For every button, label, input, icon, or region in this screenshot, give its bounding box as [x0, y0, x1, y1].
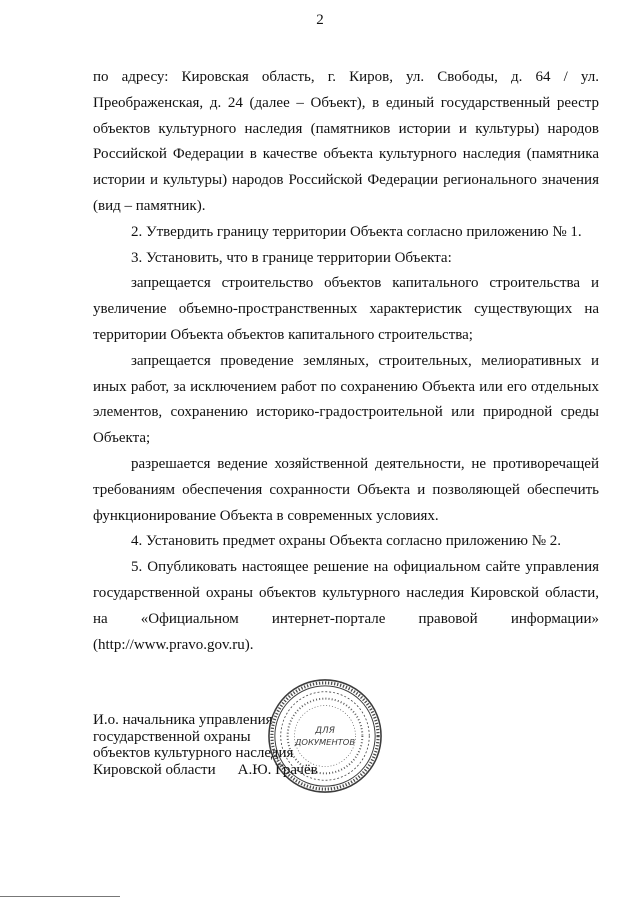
item-5: 5. Опубликовать настоящее решение на официальном сайте управления государственной охраны объектов культурного наследия Кировской области, на «Официальном интернет-портале правовой информации» (http://www.pravo.gov.ru).: [93, 559, 599, 653]
item-4: 4. Установить предмет охраны Объекта согласно приложению № 2.: [131, 533, 562, 550]
signer-region: Кировской области: [93, 761, 216, 778]
item-3-construction-ban: запрещается строительство объектов капитального строительства и увеличение объемно-пространственных характеристик существующих на территории Объекта объектов капитального строительства;: [93, 275, 599, 343]
signer-title-line-2: государственной охраны: [93, 728, 251, 745]
official-stamp: [266, 677, 384, 795]
footer-rule: [0, 896, 120, 897]
signer-title-line-3: объектов культурного наследия: [93, 745, 294, 761]
stamp-center-line-1: ДЛЯ: [315, 726, 335, 737]
item-2: 2. Утвердить границу территории Объекта согласно приложению № 1.: [131, 223, 582, 240]
signer-title-line-1: И.о. начальника управления: [93, 712, 273, 728]
document-body: [93, 65, 599, 658]
item-3-works-ban: запрещается проведение земляных, строительных, мелиоративных и иных работ, за исключением работ по сохранению Объекта или его отдельных элементов, сохранению историко-градостроительной или природной среды Объекта;: [93, 352, 599, 447]
paragraph-address: по адресу: Кировская область, г. Киров, ул. Свободы, д. 64 / ул. Преображенская, д. 24 (далее – Объект), в единый государственный реестр объектов культурного наследия (памятников истории и культуры) народов Российской Федерации в качестве объекта культурного наследия (памятника истории и культуры) народов Российской Федерации регионального значения (вид – памятник).: [93, 69, 599, 214]
stamp-center-line-2: ДОКУМЕНТОВ: [294, 736, 356, 747]
signer-name: А.Ю. Грачёв: [237, 761, 318, 778]
item-3-economic-activity: разрешается ведение хозяйственной деятельности, не противоречащей требованиям обеспечения сохранности Объекта и позволяющей обеспечить функционирование Объекта в современных условиях.: [93, 455, 599, 524]
page-number: 2: [316, 12, 324, 28]
item-3: 3. Установить, что в границе территории Объекта:: [131, 249, 452, 266]
